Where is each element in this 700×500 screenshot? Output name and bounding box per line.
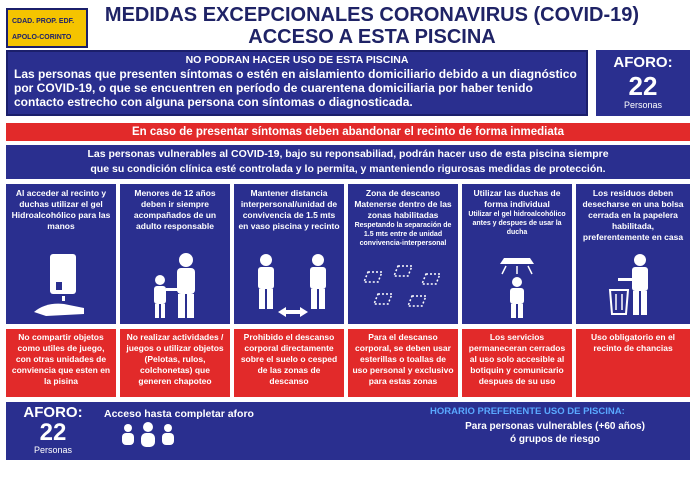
capacity-label: AFORO: — [613, 54, 673, 71]
rule-text: Los residuos deben desecharse en una bolsa cerrada en la papelera habilitada, preferentemente en casa — [582, 188, 684, 242]
prohibition-4: Para el descanso corporal, se deben usar esterillas o toallas de uso personal y exclusivo para estas zonas — [348, 329, 458, 397]
rule-shower — [462, 184, 572, 324]
capacity-unit: Personas — [623, 100, 663, 110]
schedule-title: HORARIO PREFERENTE USO DE PISCINA: — [430, 406, 625, 417]
rule-sanitizer — [6, 184, 116, 324]
vulnerable-notice — [6, 145, 690, 179]
prohibition-3: Prohibido el descanso corporal directamente sobre el suelo o cesped de las zonas de descanso — [234, 329, 344, 397]
rest-zone-icon — [348, 252, 458, 320]
symptoms-banner: En caso de presentar síntomas deben abandonar el recinto de forma inmediata — [6, 123, 690, 141]
capacity-box-top — [596, 50, 690, 116]
notice-text: Las personas que presenten síntomas o estén en aislamiento domiciliario debido a un diagnóstico por COVID-19, o que se encuentren en período de cuarentena domiciliaria por haber tenido contacto estrecho con alguna persona con síntomas o diagnosticada. — [14, 67, 577, 109]
prohibition-1: No compartir objetos como utiles de juego, con otras unidades de conviencia que esten en la pisina — [6, 329, 116, 397]
hand-sanitizer-icon — [6, 252, 116, 320]
prohibition-5: Los servicios permaneceran cerrados al uso solo accesible al botiquin y comunicario despues de su uso — [462, 329, 572, 397]
rule-text: Menores de 12 años deben ir siempre acompañados de un adulto responsable — [133, 188, 217, 231]
footer-capacity-unit: Personas — [33, 445, 73, 455]
rule-subtext: Utilizar el gel hidroalcohólico antes y despues de usar la ducha — [468, 211, 566, 236]
title-line-1: MEDIDAS EXCEPCIONALES CORONAVIRUS (COVID-19) — [104, 4, 640, 26]
logo-badge — [6, 8, 88, 48]
rule-distance — [234, 184, 344, 324]
rule-minors — [120, 184, 230, 324]
schedule-line-2: ó grupos de riesgo — [509, 434, 600, 445]
logo-line-2: APOLO-CORINTO — [12, 34, 72, 41]
group-people-icon — [118, 422, 178, 448]
adult-child-icon — [120, 252, 230, 320]
schedule-line-1: Para personas vulnerables (+60 años) — [465, 421, 645, 432]
footer-capacity-number: 22 — [39, 419, 67, 446]
logo-line-1: CDAD. PROP. EDF. — [12, 18, 75, 25]
title-line-2: ACCESO A ESTA PISCINA — [248, 26, 496, 48]
page-title — [92, 4, 652, 48]
rule-text: Al acceder al recinto y duchas utilizar el gel Hidroalcohólico para las manos — [11, 188, 111, 231]
notice-heading: NO PODRAN HACER USO DE ESTA PISCINA — [185, 54, 409, 66]
rule-trash — [576, 184, 690, 324]
trash-icon — [576, 252, 690, 320]
rule-text: Utilizar las duchas de forma individual — [473, 188, 561, 209]
social-distance-icon — [234, 252, 344, 320]
rule-text: Mantener distancia interpersonal/unidad de convivencia de 1.5 mts en vaso piscina y recinto — [238, 188, 340, 231]
rule-subtext: Respetando la separación de 1.5 mts entre de unidad convivencia-interpersonal — [354, 222, 452, 247]
prohibition-2: No realizar actividades / juegos o utilizar objetos (Pelotas, rulos, colchonetas) que generen chapoteo — [120, 329, 230, 397]
footer-capacity-label: AFORO: — [23, 404, 83, 421]
prohibition-6: Uso obligatorio en el recinto de chancias — [576, 329, 690, 397]
schedule-text — [430, 420, 680, 446]
access-text: Acceso hasta completar aforo — [104, 408, 254, 420]
capacity-number: 22 — [628, 71, 658, 101]
capacity-box-bottom — [18, 404, 88, 455]
rule-rest-zone — [348, 184, 458, 324]
rule-text: Zona de descanso Matenerse dentro de las zonas habilitadas — [354, 188, 452, 220]
vulnerable-line-2: que su condición clínica esté controlada y lo permita, y manteniendo rigurosas medidas de protección. — [90, 163, 606, 175]
shower-icon — [462, 252, 572, 320]
vulnerable-line-1: Las personas vulnerables al COVID-19, bajo su reponsabiliad, podrán hacer uso de esta piscina siempre — [87, 148, 609, 160]
no-access-notice — [6, 50, 588, 116]
